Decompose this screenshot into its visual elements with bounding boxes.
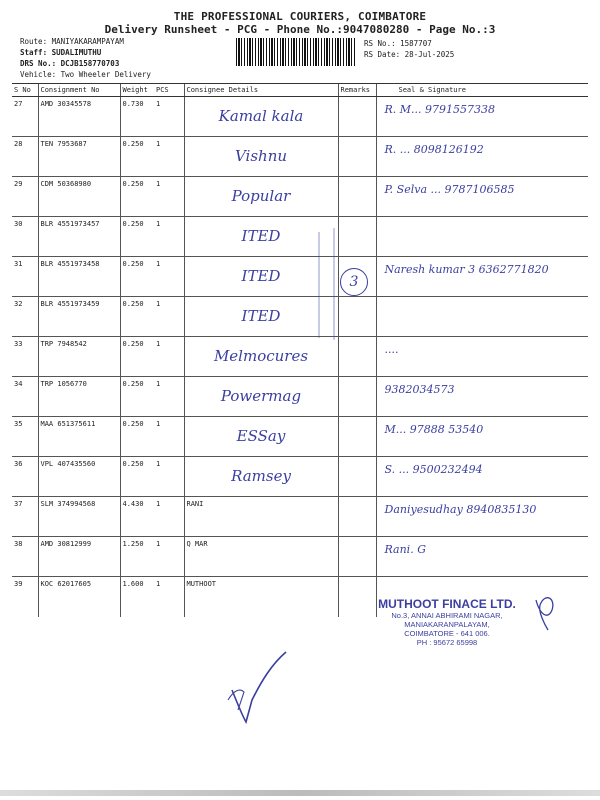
stamp-line-2: MANIAKARANPALAYAM, <box>404 620 490 629</box>
consignee-cell: Vishnu <box>184 137 338 177</box>
sno-cell: 32 <box>12 297 38 337</box>
signature-cell: M... 97888 53540 <box>376 417 588 457</box>
consignment-cell: BLR 4551973458 <box>38 257 120 297</box>
signature-cell: R. ... 8098126192 <box>376 137 588 177</box>
consignee-cell: Kamal kala <box>184 97 338 137</box>
weight-cell: 0.250 <box>120 297 154 337</box>
pcs-cell: 1 <box>154 457 184 497</box>
signature-cell: Rani. G <box>376 537 588 577</box>
rs-no-text: RS No.: 1587707 <box>364 39 432 48</box>
stamp-line-3: COIMBATORE - 641 006. <box>404 629 490 638</box>
stamp-name: MUTHOOT FINACE LTD. <box>378 597 516 611</box>
sno-cell: 27 <box>12 97 38 137</box>
sno-cell: 34 <box>12 377 38 417</box>
ited-bracket-lines <box>319 228 334 340</box>
weight-cell: 0.250 <box>120 457 154 497</box>
weight-cell: 0.250 <box>120 377 154 417</box>
consignment-cell: CDM 50368980 <box>38 177 120 217</box>
signature-cell: 9382034573 <box>376 377 588 417</box>
pcs-cell: 1 <box>154 257 184 297</box>
consignee-cell: Melmocures <box>184 337 338 377</box>
col-consignee: Consignee Details <box>184 84 338 97</box>
sno-cell: 36 <box>12 457 38 497</box>
consignee-cell: ESSay <box>184 417 338 457</box>
sno-cell: 28 <box>12 137 38 177</box>
consignee-cell: Popular <box>184 177 338 217</box>
weight-cell: 4.430 <box>120 497 154 537</box>
weight-cell: 1.250 <box>120 537 154 577</box>
consignment-cell: AMD 30345578 <box>38 97 120 137</box>
consignee-cell: ITED <box>184 257 338 297</box>
weight-cell: 0.250 <box>120 217 154 257</box>
col-sno: S No <box>12 84 38 97</box>
weight-cell: 0.250 <box>120 177 154 217</box>
col-consignment: Consignment No <box>38 84 120 97</box>
consignment-cell: VPL 407435560 <box>38 457 120 497</box>
pcs-cell: 1 <box>154 537 184 577</box>
page-bottom-edge <box>0 790 600 796</box>
consignment-cell: TRP 7948542 <box>38 337 120 377</box>
consignment-cell: KOC 62017605 <box>38 577 120 617</box>
pcs-cell: 1 <box>154 217 184 257</box>
col-pcs: PCS <box>154 84 184 97</box>
pcs-cell: 1 <box>154 497 184 537</box>
col-remarks: Remarks <box>338 84 376 97</box>
sheet-title: Delivery Runsheet - PCG - Phone No.:9047080280 - Page No.:3 <box>104 23 496 36</box>
weight-cell: 0.250 <box>120 257 154 297</box>
route-text: Route: MANIYAKARAMPAYAM <box>20 37 124 46</box>
stamp-line-1: No.3, ANNAI ABHIRAMI NAGAR, <box>391 611 503 620</box>
signature-cell: P. Selva ... 9787106585 <box>376 177 588 217</box>
sno-cell: 39 <box>14 580 23 588</box>
weight-cell: 0.730 <box>120 97 154 137</box>
sno-cell: 37 <box>12 497 38 537</box>
weight-cell: 1.600 <box>120 577 154 617</box>
signature-cell: Naresh kumar 3 6362771820 <box>376 257 588 297</box>
consignment-cell: MAA 651375611 <box>38 417 120 457</box>
consignment-cell: BLR 4551973459 <box>38 297 120 337</box>
sno-cell: 29 <box>12 177 38 217</box>
consignment-cell: TEN 7953687 <box>38 137 120 177</box>
pcs-cell: 1 <box>154 337 184 377</box>
sno-cell: 30 <box>12 217 38 257</box>
pcs-cell: 1 <box>154 177 184 217</box>
pcs-cell: 1 <box>154 137 184 177</box>
stamp-signature-scribble <box>536 598 553 630</box>
pcs-cell: 1 <box>154 417 184 457</box>
consignee-cell: ITED <box>184 297 338 337</box>
pcs-cell: 1 <box>154 97 184 137</box>
pcs-cell: 1 <box>154 297 184 337</box>
weight-cell: 0.250 <box>120 417 154 457</box>
sno-cell: 33 <box>12 337 38 377</box>
staff-text: Staff: SUDALIMUTHU <box>20 48 102 57</box>
consignment-cell: AMD 30812999 <box>38 537 120 577</box>
consignee-cell: RANI <box>184 497 338 537</box>
remarks-circle-badge: 3 <box>340 268 368 296</box>
company-title: THE PROFESSIONAL COURIERS, COIMBATORE <box>173 10 427 23</box>
col-signature: Seal & Signature <box>376 84 588 97</box>
col-weight: Weight <box>120 84 154 97</box>
consignment-cell: SLM 374994568 <box>38 497 120 537</box>
consignee-cell: Powermag <box>184 377 338 417</box>
weight-cell: 0.250 <box>120 337 154 377</box>
consignee-cell: MUTHOOT <box>184 577 338 617</box>
sno-cell: 31 <box>12 257 38 297</box>
bottom-checkmark-signature <box>232 652 286 722</box>
vehicle-text: Vehicle: Two Wheeler Delivery <box>20 70 151 79</box>
consignment-cell: TRP 1056770 <box>38 377 120 417</box>
signature-cell: R. M... 9791557338 <box>376 97 588 137</box>
sno-cell: 38 <box>12 537 38 577</box>
consignee-cell: Q MAR <box>184 537 338 577</box>
rs-date-text: RS Date: 28-Jul-2025 <box>364 50 455 59</box>
pcs-cell: 1 <box>154 377 184 417</box>
drs-text: DRS No.: DCJB158770703 <box>20 59 120 68</box>
signature-cell: S. ... 9500232494 <box>376 457 588 497</box>
weight-cell: 0.250 <box>120 137 154 177</box>
signature-cell: Daniyesudhay 8940835130 <box>376 497 588 537</box>
sno-cell: 35 <box>12 417 38 457</box>
consignee-cell: Ramsey <box>184 457 338 497</box>
consignee-cell: ITED <box>184 217 338 257</box>
pcs-cell: 1 <box>156 580 161 588</box>
stamp-line-4: PH : 95672 65998 <box>416 638 478 647</box>
consignment-cell: BLR 4551973457 <box>38 217 120 257</box>
signature-cell: .... <box>376 337 588 377</box>
